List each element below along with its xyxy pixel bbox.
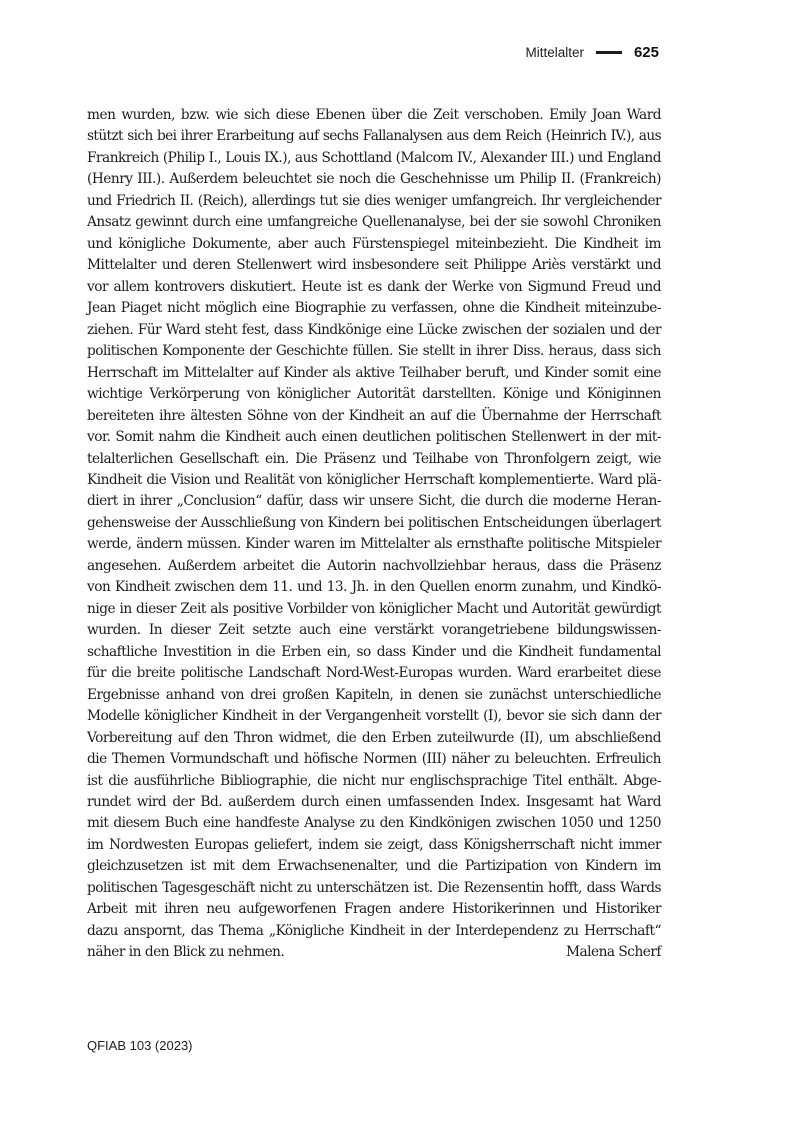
text-line: gleichzusetzen ist mit dem Erwachsenenalter, und die Partizipation von Kindern im [87,858,661,875]
final-line [87,942,661,963]
reviewer-name: Malena Scherf [565,944,661,961]
text-line: und königliche Dokumente, aber auch Fürstenspiegel miteinbezieht. Die Kindheit im [87,235,661,252]
text-line: wurden. In dieser Zeit setzte auch eine verstärkt vorangetriebene bildungswissen- [87,622,661,639]
text-line: Herrschaft im Mittelalter auf Kinder als aktive Teilhaber beruft, und Kinder somit eine [87,364,661,381]
text-line: werde, ändern müssen. Kinder waren im Mittelalter als ernsthafte politische Mitspieler [87,536,661,553]
text-line: Arbeit mit ihren neu aufgeworfenen Fragen andere Historikerinnen und Historiker [87,901,661,918]
text-line: politischen Komponente der Geschichte füllen. Sie stellt in ihrer Diss. heraus, dass sich [87,343,661,360]
running-head [525,44,659,61]
text-line: Ansatz gewinnt durch eine umfangreiche Quellenanalyse, bei der sie sowohl Chroniken [87,214,661,231]
text-line: (Henry III.). Außerdem beleuchtet sie noch die Geschehnisse um Philip II. (Frankreich) [87,171,661,188]
text-line: angesehen. Außerdem arbeitet die Autorin nachvollziehbar heraus, dass die Präsenz [87,557,661,574]
page-number: 625 [633,44,659,61]
text-line: von Kindheit zwischen dem 11. und 13. Jh. in den Quellen enorm zunahm, und Kindkö- [87,579,661,596]
text-line: vor allem kontrovers diskutiert. Heute ist es dank der Werke von Sigmund Freud und [87,278,661,295]
text-line: telalterlichen Gesellschaft ein. Die Präsenz und Teilhabe von Thronfolgern zeigt, wie [87,450,661,467]
text-line: und Friedrich II. (Reich), allerdings tut sie dies weniger umfangreich. Ihr vergleichender [87,192,661,209]
text-line: gehensweise der Ausschließung von Kindern bei politischen Entscheidungen überlagert [87,514,661,531]
text-line: mit diesem Buch eine handfeste Analyse zu den Kindkönigen zwischen 1050 und 1250 [87,815,661,832]
text-line: Ergebnisse anhand von drei großen Kapiteln, in denen sie zunächst unterschiedliche [87,686,661,703]
text-line: politischen Tagesgeschäft nicht zu unterschätzen ist. Die Rezensentin hofft, dass Wards [87,879,661,896]
text-line: diert in ihrer „Conclusion“ dafür, dass wir unsere Sicht, die durch die moderne Heran- [87,493,661,510]
journal-footer: QFIAB 103 (2023) [87,1038,193,1053]
final-sentence: näher in den Blick zu nehmen. [87,944,285,961]
text-line: bereiteten ihre ältesten Söhne von der Kindheit an auf die Übernahme der Herrschaft [87,407,661,424]
text-line: ziehen. Für Ward steht fest, dass Kindkönige eine Lücke zwischen der sozialen und der [87,321,661,338]
text-line: Frankreich (Philip I., Louis IX.), aus Schottland (Malcom IV., Alexander III.) und England [87,149,661,166]
text-line: vor. Somit nahm die Kindheit auch einen deutlichen politischen Stellenwert in der mit- [87,429,661,446]
text-line: Jean Piaget nicht möglich eine Biographie zu verfassen, ohne die Kindheit miteinzube- [87,300,661,317]
header-rule [596,51,622,54]
text-line: rundet wird der Bd. außerdem durch einen umfassenden Index. Insgesamt hat Ward [87,794,661,810]
text-line: für die breite politische Landschaft Nord-West-Europas wurden. Ward erarbeitet diese [87,665,661,682]
text-line: Vorbereitung auf den Thron widmet, die den Erben zuteilwurde (II), um abschließend [87,729,661,746]
text-line: wichtige Verkörperung von königlicher Autorität darstellten. Könige und Königinnen [87,386,661,403]
text-line: im Nordwesten Europas geliefert, indem sie zeigt, dass Königsherrschaft nicht immer [87,836,661,853]
text-line: Mittelalter und deren Stellenwert wird insbesondere seit Philippe Ariès verstärkt und [87,257,661,274]
text-line: men wurden, bzw. wie sich diese Ebenen über die Zeit verschoben. Emily Joan Ward [87,107,661,123]
text-line: die Themen Vormundschaft und höfische Normen (III) näher zu beleuchten. Erfreulich [87,751,661,768]
section-title: Mittelalter [525,45,584,60]
text-line: Modelle königlicher Kindheit in der Vergangenheit vorstellt (I), bevor sie sich dann der [87,708,661,725]
text-line: Kindheit die Vision und Realität von königlicher Herrschaft komplementierte. Ward plä- [87,471,661,488]
review-body [87,105,661,964]
text-line: dazu anspornt, das Thema „Königliche Kindheit in der Interdependenz zu Herrschaft“ [87,922,661,939]
text-line: ist die ausführliche Bibliographie, die nicht nur englischsprachige Titel enthält. Abge- [87,772,661,789]
text-line: stützt sich bei ihrer Erarbeitung auf sechs Fallanalysen aus dem Reich (Heinrich IV.), aus [87,128,661,145]
text-line: nige in dieser Zeit als positive Vorbilder von königlicher Macht und Autorität gewürdigt [87,600,661,617]
text-line: schaftliche Investition in die Erben ein, so dass Kinder und die Kindheit fundamental [87,643,661,660]
